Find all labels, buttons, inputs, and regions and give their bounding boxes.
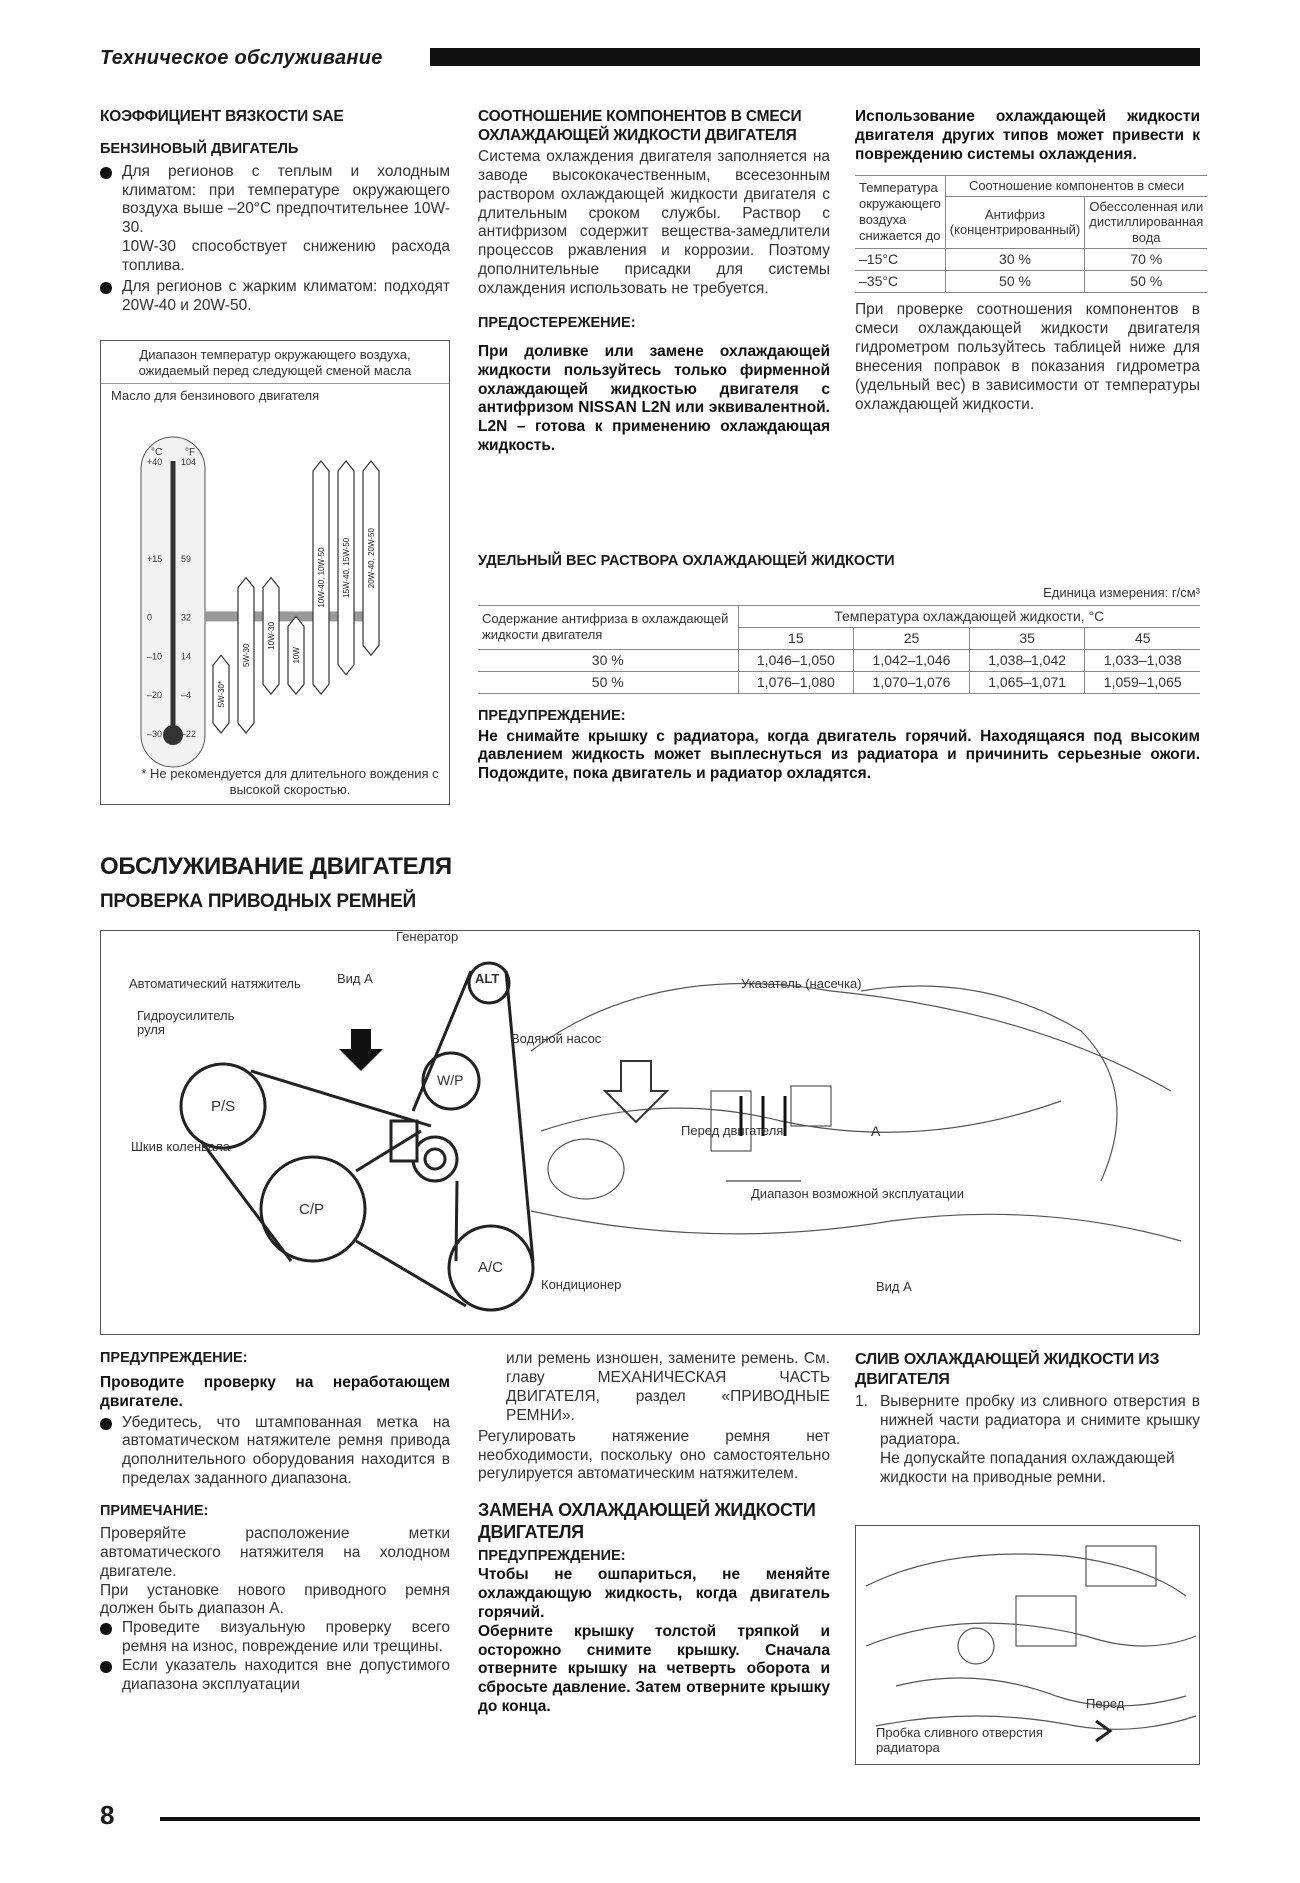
- engine-outline: [866, 1554, 1186, 1596]
- tick-label-f: 14: [181, 651, 192, 662]
- label-ac-code: A/C: [478, 1259, 504, 1276]
- cell: 1,059–1,065: [1085, 671, 1200, 693]
- bullet-item: [100, 1657, 450, 1695]
- th-content: Содержание антифриза в охлаждающей жидкости двигателя: [478, 605, 738, 649]
- tick-label-c: +15: [147, 554, 163, 565]
- tick-label-f: 104: [181, 457, 197, 467]
- page-header-title: Техническое обслуживание: [100, 47, 383, 69]
- cell: 1,046–1,050: [738, 649, 854, 671]
- tick-label-f: –22: [181, 729, 197, 739]
- ratio-table: [855, 175, 1207, 294]
- header-bar: [430, 48, 1200, 66]
- engine-outline: [1016, 1596, 1076, 1646]
- engine-outline: [896, 1678, 1186, 1706]
- range-bar: [338, 461, 354, 675]
- paragraph: или ремень изношен, замените ремень. См. главу МЕХАНИЧЕСКАЯ ЧАСТЬ ДВИГАТЕЛЯ, раздел «ПРИВОДНЫЕ РЕМНИ».: [506, 1350, 830, 1424]
- cell: –35°C: [855, 271, 945, 293]
- heading-sg: УДЕЛЬНЫЙ ВЕС РАСТВОРА ОХЛАЖДАЮЩЕЙ ЖИДКОСТИ: [478, 553, 895, 569]
- chart-subtitle: Масло для бензинового двигателя: [111, 387, 320, 403]
- tick-label-c: –10: [147, 651, 163, 662]
- bullet-icon: [100, 1418, 112, 1430]
- tick-label-c: –20: [147, 690, 163, 701]
- range-bar: [363, 461, 379, 655]
- cell: 1,065–1,071: [969, 671, 1085, 693]
- engine-outline: [958, 1628, 994, 1664]
- range-label: 10W-30: [267, 621, 276, 650]
- radiator-illustration: [855, 1525, 1200, 1765]
- label-wp: Водяной насос: [511, 1031, 602, 1046]
- bullet-item: [100, 163, 450, 276]
- bullet-icon: [100, 1661, 112, 1673]
- label-drain-plug: Пробка сливного отверстия радиатора: [876, 1725, 1043, 1755]
- cell: 70 %: [1085, 249, 1208, 271]
- paragraph: Проверяйте расположение метки автоматического натяжителя на холодном двигателе.: [100, 1524, 450, 1580]
- bullet-text: Если указатель находится вне допустимого диапазона эксплуатации: [122, 1657, 450, 1694]
- page-number: 8: [100, 1800, 115, 1830]
- range-label: 10W-40, 10W-50: [317, 547, 326, 608]
- th-temp: Температура охлаждающей жидкости, °C: [738, 605, 1200, 627]
- tick-label-f: 32: [181, 612, 192, 623]
- cell: 30 %: [478, 649, 738, 671]
- warning-text: Проводите проверку на неработающем двигателе.: [100, 1373, 450, 1410]
- cell: 1,076–1,080: [738, 671, 854, 693]
- range-bar: [288, 616, 304, 694]
- tick-label-f: 59: [181, 554, 192, 565]
- bullet-text: Убедитесь, что штампованная метка на автоматическом натяжителе ремня привода дополнительного оборудования находится в пределах заданного диапазона.: [122, 1413, 450, 1488]
- tick-label-c: –30: [147, 729, 163, 739]
- paragraph: Система охлаждения двигателя заполняется на заводе высококачественным, всесезонным раствором охлаждающей жидкости двигателя с длительным сроком службы. Раствор с антифризом содержит вещества-замедлители процессов ржавления и коррозии. Поэтому дополнительные присадки для системы охлаждения использовать не требуется.: [478, 147, 830, 298]
- step-1: [855, 1393, 1200, 1488]
- label-front: Перед: [1086, 1696, 1125, 1711]
- heading-sae: КОЭФФИЦИЕНТ ВЯЗКОСТИ SAE: [100, 108, 344, 125]
- engine-outline: [791, 1086, 831, 1126]
- warning-text: Использование охлаждающей жидкости двигателя других типов может привести к повреждению системы охлаждения.: [855, 108, 1200, 163]
- bullet-icon: [100, 1623, 112, 1635]
- th-t: 15: [738, 627, 854, 649]
- th-ratio: Соотношение компонентов в смеси: [945, 175, 1207, 196]
- heading-ratio: СООТНОШЕНИЕ КОМПОНЕНТОВ В СМЕСИ ОХЛАЖДАЮЩЕЙ ЖИДКОСТИ ДВИГАТЕЛЯ: [478, 108, 802, 144]
- chart-note: * Не рекомендуется для длительного вождения с высокой скоростью.: [141, 766, 439, 798]
- th-temp: Температура окружающего воздуха снижается до: [855, 175, 945, 248]
- label-range: Диапазон возможной эксплуатации: [751, 1186, 964, 1201]
- range-label: 20W-40, 20W-50: [367, 528, 376, 589]
- sg-section: [478, 553, 1200, 784]
- bullet-text: Для регионов с жарким климатом: подходят 20W-40 и 20W-50.: [122, 278, 450, 314]
- range-bar: [238, 578, 254, 733]
- engine-outline: [531, 1211, 1181, 1241]
- table-row: [855, 249, 1207, 271]
- tick-label-c: 0: [147, 612, 153, 623]
- label-cp-code: C/P: [299, 1201, 325, 1218]
- range-bar: [263, 578, 279, 695]
- warning-text: Оберните крышку толстой тряпкой и осторожно снимите крышку. Сначала отверните крышку на четверть оборота и сбросьте давление. Затем отверните крышку до конца.: [478, 1622, 830, 1716]
- th-antifreeze: Антифриз (концентрированный): [945, 196, 1084, 249]
- label-ps-code: P/S: [211, 1098, 236, 1115]
- label-view-a: Вид A: [337, 971, 373, 986]
- cell: 30 %: [945, 249, 1084, 271]
- label-ac: Кондиционер: [541, 1277, 622, 1292]
- unit-f: °F: [185, 447, 196, 458]
- oil-viscosity-chart: [100, 340, 450, 805]
- col-coolant-table: [855, 108, 1204, 415]
- bullet-text: 10W-30 способствует снижению расхода топлива.: [122, 238, 450, 275]
- bullet-icon: [100, 167, 112, 179]
- engine-outline: [711, 1091, 751, 1151]
- label-view-a-2: Вид A: [876, 1279, 912, 1294]
- engine-outline: [866, 1623, 1196, 1646]
- bullet-icon: [100, 282, 112, 294]
- col-belt-check: [100, 1350, 450, 1695]
- cell: 1,033–1,038: [1085, 649, 1200, 671]
- th-t: 45: [1085, 627, 1200, 649]
- step-number: 1.: [855, 1393, 868, 1411]
- label-wp-code: W/P: [437, 1072, 464, 1088]
- chart-title: Диапазон температур окружающего воздуха, ожидаемый перед следующей сменой масла: [101, 341, 449, 384]
- step-text: Не допускайте попадания охлаждающей жидкости на приводные ремни.: [879, 1449, 1175, 1486]
- heading-belt-check: ПРОВЕРКА ПРИВОДНЫХ РЕМНЕЙ: [100, 891, 416, 912]
- heading-coolant-change: ЗАМЕНА ОХЛАЖДАЮЩЕЙ ЖИДКОСТИ ДВИГАТЕЛЯ: [478, 1500, 816, 1543]
- label-a: A: [871, 1123, 881, 1139]
- heading-warning: ПРЕДУПРЕЖДЕНИЕ:: [100, 1350, 248, 1366]
- th-t: 35: [969, 627, 1085, 649]
- tick-label-f: –4: [181, 690, 192, 701]
- label-tensioner: Автоматический натяжитель: [129, 976, 301, 991]
- label-gen: Генератор: [396, 929, 459, 944]
- warning-text: Чтобы не ошпариться, не меняйте охлаждающую жидкость, когда двигатель горячий.: [478, 1565, 830, 1621]
- range-label: 5W-30: [242, 643, 251, 667]
- engine-outline: [548, 1139, 624, 1199]
- sg-unit: Единица измерения: г/см³: [1043, 584, 1200, 600]
- paragraph: При установке нового приводного ремня должен быть диапазон A.: [100, 1581, 450, 1618]
- th-t: 25: [854, 627, 970, 649]
- col-coolant-drain: [855, 1350, 1200, 1488]
- engine-outline: [861, 986, 1117, 1181]
- warning-text: Не снимайте крышку с радиатора, когда двигатель горячий. Находящаяся под высоким давлением жидкость может выплеснуться из радиатора и причинить серьезные ожоги. Подождите, пока двигатель и радиатор охладятся.: [478, 727, 1200, 783]
- table-row: [855, 271, 1207, 293]
- heading-engine-service: ОБСЛУЖИВАНИЕ ДВИГАТЕЛЯ: [100, 853, 452, 880]
- range-label: 10W: [292, 647, 301, 664]
- bullet-text: Проведите визуальную проверку всего ремня на износ, повреждение или трещины.: [122, 1619, 450, 1656]
- thermometer-bulb: [163, 725, 183, 745]
- label-front: Перед двигателя: [681, 1123, 784, 1138]
- col-oil: [100, 108, 450, 316]
- cell: 50 %: [478, 671, 738, 693]
- cell: 1,070–1,076: [854, 671, 970, 693]
- label-alt: ALT: [475, 971, 500, 986]
- cell: 50 %: [1085, 271, 1208, 293]
- paragraph: При проверке соотношения компонентов в смеси охлаждающей жидкости двигателя гидрометром пользуйтесь таблицей ниже для внесения поправок в показания гидрометра (удельный вес) в зависимости от температуры охлаждающей жидкости.: [855, 301, 1200, 413]
- bullet-item: [100, 1414, 450, 1490]
- heading-petrol: БЕНЗИНОВЫЙ ДВИГАТЕЛЬ: [100, 140, 299, 157]
- front-arrow-icon: [1096, 1721, 1110, 1741]
- th-water: Обессоленная или дистиллированная вода: [1085, 196, 1208, 249]
- heading-warning: ПРЕДУПРЕЖДЕНИЕ:: [478, 707, 626, 724]
- cell: 1,038–1,042: [969, 649, 1085, 671]
- caution-text: При доливке или замене охлаждающей жидкости пользуйтесь только фирменной охлаждающей жидкостью двигателя с антифризом NISSAN L2N или эквивалентной. L2N – готова к применению охлаждающая жидкость.: [478, 342, 830, 455]
- col-coolant-ratio: [478, 108, 830, 456]
- table-row: [478, 649, 1200, 671]
- heading-drain: СЛИВ ОХЛАЖДАЮЩЕЙ ЖИДКОСТИ ИЗ ДВИГАТЕЛЯ: [855, 1351, 1160, 1388]
- label-ps: Гидроусилитель руля: [137, 1008, 235, 1038]
- bullet-text: Для регионов с теплым и холодным климатом: при температуре окружающего воздуха выше –20°C предпочтительнее 10W-30.: [122, 162, 450, 237]
- col-coolant-change: [478, 1350, 830, 1717]
- heading-note: ПРИМЕЧАНИЕ:: [100, 1503, 209, 1520]
- cell: 1,042–1,046: [854, 649, 970, 671]
- range-bar: [313, 461, 329, 694]
- bullet-item: [100, 278, 450, 316]
- range-label: 5W-30*: [217, 680, 226, 708]
- table-row: [478, 671, 1200, 693]
- range-label: 15W-40, 15W-50: [342, 537, 351, 598]
- chart-plot: [101, 433, 449, 773]
- tick-label-c: +40: [147, 457, 163, 467]
- cell: 50 %: [945, 271, 1084, 293]
- label-crank: Шкив коленвала: [131, 1139, 230, 1154]
- bullet-item: [100, 1619, 450, 1657]
- range-bar: [213, 655, 229, 733]
- unit-c: °C: [151, 447, 163, 458]
- engine-outline: [531, 984, 1171, 1092]
- sg-table: [478, 605, 1200, 694]
- label-indicator: Указатель (насечка): [741, 976, 862, 991]
- paragraph: Регулировать натяжение ремня нет необходимости, поскольку оно самостоятельно регулируется автоматическим натяжителем.: [478, 1427, 830, 1483]
- footer-bar: [160, 1817, 1200, 1821]
- heading-warning: ПРЕДУПРЕЖДЕНИЕ:: [478, 1548, 626, 1565]
- cell: –15°C: [855, 249, 945, 271]
- view-arrow-icon: [339, 1029, 383, 1071]
- heading-caution: ПРЕДОСТЕРЕЖЕНИЕ:: [478, 315, 636, 332]
- belt-diagram: [100, 930, 1200, 1335]
- step-text: Выверните пробку из сливного отверстия в нижней части радиатора и снимите крышку радиатора.: [879, 1393, 1200, 1448]
